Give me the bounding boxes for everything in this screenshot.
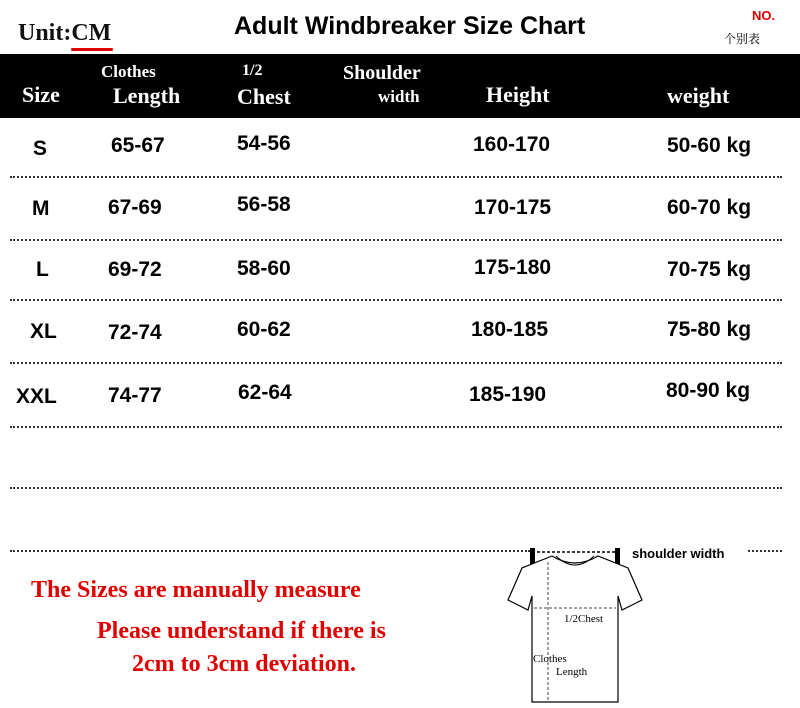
cell-weight: 50-60 kg [667,134,752,157]
cell-weight: 80-90 kg [666,379,751,402]
note-line-1: The Sizes are manually measure [31,577,361,603]
header-height: Height [486,82,550,107]
clothes-label: Clothes [533,653,567,665]
half-chest-label: 1/2Chest [564,613,604,625]
cell-chest: 60-62 [237,318,291,341]
unit-prefix: Unit: [18,20,72,46]
length-label: Length [556,666,588,678]
cell-length: 74-77 [108,384,162,407]
cell-size: XL [30,320,57,343]
shoulder-width-label: shoulder width [632,546,725,561]
cell-length: 69-72 [108,258,162,281]
cell-height: 180-185 [471,318,549,341]
unit-label [18,20,111,47]
number-sublabel: 个别表 [724,32,761,46]
cell-height: 185-190 [469,383,547,406]
cell-chest: 58-60 [237,257,291,280]
header-chest-top: 1/2 [242,62,263,79]
note-line-2: Please understand if there is [97,618,386,644]
cell-size: S [33,137,48,160]
cell-size: M [32,197,50,220]
header-size: Size [22,82,60,107]
row-divider [10,426,782,428]
cell-length: 67-69 [108,196,162,219]
row-divider [10,299,782,301]
row-divider [748,550,782,552]
cell-height: 170-175 [474,196,552,219]
row-divider [10,550,530,552]
cell-length: 72-74 [108,321,162,344]
cell-chest: 56-58 [237,193,291,216]
header-length-top: Clothes [101,62,156,81]
row-divider [10,487,782,489]
cell-size: L [36,258,49,281]
header-shoulder-bottom: width [378,87,420,106]
cell-chest: 54-56 [237,132,291,155]
cell-size: XXL [16,385,57,408]
note-line-3: 2cm to 3cm deviation. [132,651,356,677]
unit-value: CM [71,20,112,46]
table-header [0,54,800,118]
row-divider [10,239,782,241]
cell-weight: 70-75 kg [667,258,752,281]
cell-weight: 60-70 kg [667,196,752,219]
cell-chest: 62-64 [238,381,292,404]
row-divider [10,362,782,364]
cell-height: 160-170 [473,133,551,156]
page-title: Adult Windbreaker Size Chart [234,12,586,40]
row-divider [10,176,782,178]
header-weight: weight [667,83,730,108]
header-length-bottom: Length [113,83,181,108]
cell-length: 65-67 [111,134,165,157]
header-chest-bottom: Chest [237,84,291,109]
cell-height: 175-180 [474,256,552,279]
number-label: NO. [752,8,776,23]
header-shoulder-top: Shoulder [343,62,421,84]
cell-weight: 75-80 kg [667,318,752,341]
